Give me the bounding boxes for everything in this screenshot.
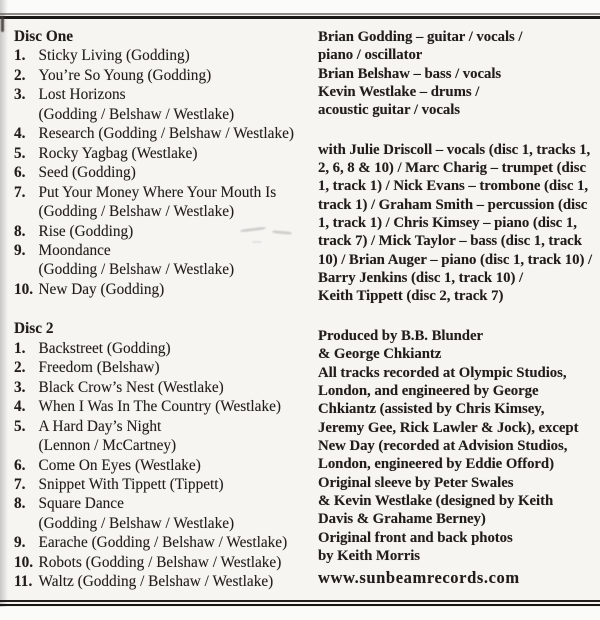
credit-line: London, and engineered by George	[318, 382, 539, 399]
track-number: 3.	[14, 378, 26, 396]
track-row	[14, 339, 308, 358]
credit-line: Produced by B.B. Blunder	[318, 327, 484, 344]
credit-line: 1, track 1) / Chris Kimsey – piano (disc 1,	[318, 215, 577, 232]
credit-line: with Julie Driscoll – vocals (disc 1, tracks 1,	[318, 141, 591, 158]
track-number: 6.	[14, 164, 26, 182]
track-number: 8.	[14, 222, 26, 240]
track-number: 3.	[14, 86, 26, 104]
track-title: (Godding / Belshaw / Westlake)	[38, 261, 235, 279]
credit-line: 1, track 1) / Nick Evans – trombone (disc 1,	[318, 178, 589, 195]
track-title: Square Dance	[38, 495, 124, 513]
track-title: Earache (Godding / Belshaw / Westlake)	[38, 534, 288, 552]
credit-line: & Kevin Westlake (designed by Keith	[318, 492, 554, 509]
credit-line: London, engineered by Eddie Offord)	[318, 456, 554, 473]
track-number: 2.	[14, 66, 26, 84]
track-title: (Lennon / McCartney)	[38, 437, 177, 455]
credit-line: acoustic guitar / vocals	[318, 102, 460, 119]
track-row	[14, 456, 308, 475]
track-number: 4.	[14, 125, 26, 143]
track-title: Put Your Money Where Your Mouth Is	[38, 183, 277, 201]
credit-line: by Keith Morris	[318, 547, 420, 564]
track-title: (Godding / Belshaw / Westlake)	[38, 105, 235, 123]
track-row	[14, 475, 308, 494]
track-title: Rocky Yagbag (Westlake)	[38, 144, 198, 162]
track-row	[14, 417, 308, 436]
track-row	[14, 514, 308, 533]
track-row	[14, 144, 308, 163]
track-number: 6.	[14, 456, 26, 474]
track-title: New Day (Godding)	[38, 280, 165, 298]
track-number	[14, 436, 39, 455]
scan-top-margin	[0, 0, 600, 13]
track-row	[14, 222, 308, 241]
track-row	[14, 378, 308, 397]
track-title: Seed (Godding)	[38, 164, 136, 182]
track-number	[14, 260, 39, 279]
track-number: 5.	[14, 417, 26, 435]
credit-line: Kevin Westlake – drums /	[318, 84, 480, 101]
track-number: 11.	[14, 573, 33, 591]
track-title: Black Crow’s Nest (Westlake)	[38, 378, 224, 396]
track-number: 9.	[14, 241, 26, 259]
track-row	[14, 202, 308, 221]
track-number: 1.	[14, 339, 26, 357]
track-row	[14, 494, 308, 513]
disc-one-heading: Disc One	[14, 28, 74, 45]
credit-line: Chkiantz (assisted by Chris Kimsey,	[318, 401, 545, 418]
credits-column	[318, 28, 600, 588]
credit-line: Original sleeve by Peter Swales	[318, 474, 514, 491]
credit-line: All tracks recorded at Olympic Studios,	[318, 364, 567, 381]
track-number: 4.	[14, 398, 26, 416]
credit-line: 2, 6, 8 & 10) / Marc Charig – trumpet (disc	[318, 160, 586, 177]
track-title: (Godding / Belshaw / Westlake)	[38, 514, 235, 532]
scan-smudge	[252, 241, 262, 243]
track-number: 9.	[14, 534, 26, 552]
track-title: A Hard Day’s Night	[38, 417, 162, 435]
credit-line: & George Chkiantz	[318, 346, 442, 363]
track-row	[14, 66, 308, 85]
track-number: 5.	[14, 144, 26, 162]
bottom-rule	[0, 600, 600, 606]
track-row	[14, 553, 308, 572]
track-title: Research (Godding / Belshaw / Westlake)	[38, 125, 294, 143]
track-row	[14, 358, 308, 377]
track-number: 2.	[14, 359, 26, 377]
guest-musicians-paragraph	[318, 141, 600, 306]
disc-two-section	[14, 319, 308, 591]
track-title: Sticky Living (Godding)	[38, 47, 190, 65]
disc-one-section	[14, 27, 308, 299]
credit-line: Barry Jenkins (disc 1, track 10) /	[318, 270, 524, 287]
credit-line: Brian Godding – guitar / vocals /	[318, 29, 523, 45]
track-number	[14, 105, 39, 124]
credit-line: Original front and back photos	[318, 529, 513, 546]
credit-line: Brian Belshaw – bass / vocals	[318, 65, 502, 82]
track-number	[14, 202, 39, 221]
track-number: 7.	[14, 475, 26, 493]
production-credits-paragraph	[318, 327, 600, 565]
website-url: www.sunbeamrecords.com	[318, 568, 520, 588]
credit-line: Jeremy Gee, Rick Lawler & Jock), except	[318, 419, 579, 436]
track-title: You’re So Young (Godding)	[38, 66, 212, 84]
track-title: Freedom (Belshaw)	[38, 359, 160, 377]
track-number: 1.	[14, 47, 26, 65]
tracklist-column	[14, 27, 308, 592]
track-number: 10.	[14, 280, 34, 298]
track-title: Rise (Godding)	[38, 222, 134, 240]
track-row	[14, 436, 308, 455]
track-title: (Godding / Belshaw / Westlake)	[38, 203, 235, 221]
disc-two-heading: Disc 2	[14, 320, 54, 338]
credit-line: track 1) / Graham Smith – percussion (disc	[318, 196, 588, 213]
scan-left-shadow	[0, 0, 8, 620]
track-row	[14, 85, 308, 104]
top-rule	[0, 13, 600, 19]
track-title: Moondance	[38, 241, 111, 259]
track-title: Waltz (Godding / Belshaw / Westlake)	[38, 573, 274, 591]
track-row	[14, 124, 308, 143]
track-title: Lost Horizons	[38, 86, 126, 104]
credit-line: piano / oscillator	[318, 47, 423, 64]
track-row	[14, 572, 308, 591]
top-rule-thick-line	[0, 16, 600, 19]
track-row	[14, 280, 308, 299]
disc-one-tracklist	[14, 46, 308, 299]
track-number: 8.	[14, 495, 26, 513]
credit-line: Keith Tippett (disc 2, track 7)	[318, 288, 504, 305]
credit-line: Davis & Grahame Berney)	[318, 511, 486, 528]
track-row	[14, 397, 308, 416]
disc-two-tracklist	[14, 339, 308, 592]
credit-line: track 7) / Mick Taylor – bass (disc 1, track	[318, 233, 582, 250]
track-row	[14, 260, 308, 279]
track-row	[14, 105, 308, 124]
track-row	[14, 46, 308, 65]
bottom-rule-lower-line	[0, 604, 600, 606]
scan-bottom-margin	[0, 607, 600, 620]
track-number	[14, 514, 39, 533]
track-row	[14, 533, 308, 552]
credit-line: New Day (recorded at Advision Studios,	[318, 437, 568, 454]
track-row	[14, 183, 308, 202]
band-lineup-paragraph	[318, 28, 600, 120]
track-title: Come On Eyes (Westlake)	[38, 456, 201, 474]
track-number: 7.	[14, 183, 26, 201]
track-number: 10.	[14, 553, 34, 571]
credit-line: 10) / Brian Auger – piano (disc 1, track 10) /	[318, 251, 593, 268]
track-title: Snippet With Tippett (Tippett)	[38, 475, 224, 493]
track-row	[14, 163, 308, 182]
track-row	[14, 241, 308, 260]
track-title: When I Was In The Country (Westlake)	[38, 398, 282, 416]
track-title: Backstreet (Godding)	[38, 339, 171, 357]
track-title: Robots (Godding / Belshaw / Westlake)	[38, 553, 282, 571]
